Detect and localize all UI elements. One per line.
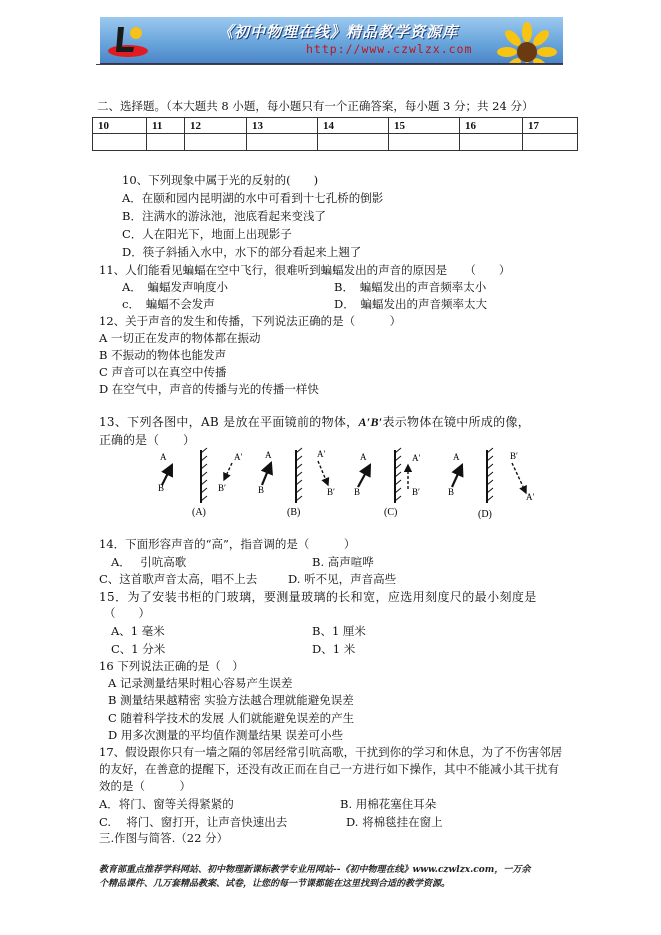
q11-option-b: B． 蝙蝠发出的声音频率太小: [334, 280, 487, 294]
q10-stem: 10、下列现象中属于光的反射的( ): [122, 173, 319, 187]
section-2-title: 二、选择题。（本大题共 8 小题，每小题只有一个正确答案，每小题 3 分；共 24 分）: [97, 99, 534, 113]
site-url[interactable]: http://www.czwlzx.com: [306, 42, 473, 56]
q14-option-d: D. 听不见，声音高些: [288, 572, 397, 586]
site-banner: [100, 17, 563, 64]
panel-a-label-b: B: [158, 483, 165, 493]
q13-image-symbol: A′B′: [358, 415, 383, 429]
answer-header-11: 11: [147, 118, 185, 134]
q11-stem: 11、人们能看见蝙蝠在空中飞行，很难听到蝙蝠发出的声音的原因是 （ ）: [99, 263, 511, 277]
panel-b-caption: (B): [287, 507, 301, 518]
mirror-figure: [150, 445, 535, 530]
q12-option-c: C 声音可以在真空中传播: [99, 365, 227, 379]
panel-c-label-bprime: B′: [412, 487, 420, 497]
panel-d-caption: (D): [478, 509, 492, 520]
answer-header-17: 17: [523, 118, 578, 134]
q17-stem-line3: 效的是（ ）: [99, 779, 191, 793]
q16-option-d: D 用多次测量的平均值作测量结果 误差可小些: [108, 728, 344, 742]
answer-header-15: 15: [389, 118, 460, 134]
q13-stem-part2: 表示物体在镜中所成的像，: [382, 415, 531, 429]
q15-stem-line2: （ ）: [104, 606, 150, 620]
q17-option-a: A．将门、窗等关得紧紧的: [99, 797, 234, 811]
answer-cell[interactable]: [523, 134, 578, 151]
answer-header-16: 16: [460, 118, 523, 134]
panel-b-label-bprime: B′: [327, 487, 335, 497]
panel-b-label-aprime: A′: [317, 449, 326, 459]
panel-d-label-b: B: [448, 487, 455, 497]
q15-option-d: D、1 米: [312, 642, 356, 656]
q15-option-c: C、1 分米: [111, 642, 166, 656]
q11-option-a: A． 蝙蝠发声响度小: [122, 280, 229, 294]
q15-option-b: B、1 厘米: [312, 624, 366, 638]
q12-option-b: B 不振动的物体也能发声: [99, 348, 227, 362]
panel-b-label-a: A: [265, 450, 272, 460]
panel-d-label-bprime: B′: [510, 451, 518, 461]
sunflower-icon: [497, 22, 557, 64]
figure-panel-a: [158, 448, 242, 518]
panel-a-label-a: A: [160, 452, 167, 462]
panel-c-label-b: B: [354, 487, 361, 497]
q10-option-b: B．注满水的游泳池，池底看起来变浅了: [122, 209, 326, 223]
answer-cell[interactable]: [460, 134, 523, 151]
q16-option-c: C 随着科学技术的发展 人们就能避免误差的产生: [108, 711, 355, 725]
answer-cell[interactable]: [185, 134, 247, 151]
answer-table-header-row: [93, 118, 578, 134]
answer-header-10: 10: [93, 118, 147, 134]
q14-option-c: C、这首歌声音太高，唱不上去: [99, 572, 258, 586]
q13-stem-line2: 正确的是（ ）: [99, 433, 196, 447]
q16-option-a: A 记录测量结果时粗心容易产生误差: [108, 676, 293, 690]
header-divider: [96, 64, 563, 65]
answer-cell[interactable]: [389, 134, 460, 151]
panel-d-label-aprime: A′: [526, 492, 535, 502]
answer-table: [92, 117, 578, 151]
q16-option-b: B 测量结果越精密 实验方法越合理就能避免误差: [108, 693, 354, 707]
answer-cell[interactable]: [318, 134, 389, 151]
q11-option-d: D． 蝙蝠发出的声音频率太大: [334, 297, 487, 311]
panel-c-label-aprime: A′: [412, 453, 421, 463]
site-title: 《初中物理在线》精品教学资源库: [218, 23, 459, 41]
q12-option-a: A 一切正在发声的物体都在振动: [99, 331, 261, 345]
answer-cell[interactable]: [147, 134, 185, 151]
q14-option-a: A． 引吭高歌: [111, 555, 187, 569]
answer-header-14: 14: [318, 118, 389, 134]
answer-cell[interactable]: [247, 134, 318, 151]
panel-c-label-a: A: [360, 452, 367, 462]
answer-header-12: 12: [185, 118, 247, 134]
q15-option-a: A、1 毫米: [111, 624, 165, 638]
q13-stem-part1: 13、下列各图中，AB 是放在平面镜前的物体，: [99, 415, 359, 429]
panel-b-label-b: B: [258, 485, 265, 495]
panel-c-caption: (C): [384, 507, 398, 518]
panel-d-label-a: A: [453, 452, 460, 462]
answer-table-blank-row: [93, 134, 578, 151]
q17-option-b: B. 用棉花塞住耳朵: [340, 797, 437, 811]
panel-a-label-aprime: A′: [234, 452, 243, 462]
q10-option-c: C．人在阳光下，地面上出现影子: [122, 227, 292, 241]
panel-a-label-bprime: B′: [218, 483, 226, 493]
section-3-title: 三.作图与简答.（22 分）: [99, 831, 229, 845]
q10-option-a: A．在颐和园内昆明湖的水中可看到十七孔桥的倒影: [122, 191, 384, 205]
q12-option-d: D 在空气中，声音的传播与光的传播一样快: [99, 382, 319, 396]
site-logo-icon: [104, 21, 152, 59]
q17-option-c: C. 将门、窗打开，让声音快速出去: [99, 815, 288, 829]
q11-option-c: c． 蝙蝠不会发声: [122, 297, 215, 311]
q16-stem: 16 下列说法正确的是（ ）: [99, 659, 244, 673]
q17-stem-line1: 17、假设跟你只有一墙之隔的邻居经常引吭高歌，干扰到你的学习和休息，为了不伤害邻居: [99, 745, 563, 759]
panel-a-caption: (A): [192, 507, 206, 518]
figure-panel-c: [354, 448, 420, 518]
answer-cell[interactable]: [93, 134, 147, 151]
q14-stem: 14．下面形容声音的“高”，指音调的是（ ）: [99, 537, 356, 551]
answer-header-13: 13: [247, 118, 318, 134]
q15-stem-line1: 15．为了安装书柜的门玻璃，要测量玻璃的长和宽，应选用刻度尺的最小刻度是: [99, 590, 537, 604]
q10-option-d: D．筷子斜插入水中，水下的部分看起来上翘了: [122, 245, 362, 259]
footer-line2: 个精品课件、几万套精品教案、试卷，让您的每一节课都能在这里找到合适的教学资源。: [99, 879, 451, 889]
q14-option-b: B. 高声喧哗: [312, 555, 374, 569]
footer-line1: 教育部重点推荐学科网站、初中物理新课标教学专业用网站--《初中物理在线》www.czwlzx.com，一万余: [99, 865, 531, 875]
q13-stem-line1: [99, 413, 530, 430]
q17-option-d: D. 将棉毯挂在窗上: [346, 815, 443, 829]
q12-stem: 12、关于声音的发生和传播，下列说法正确的是（ ）: [99, 314, 402, 328]
figure-panel-d: [448, 448, 534, 520]
figure-panel-b: [258, 448, 335, 518]
q17-stem-line2: 的友好，在善意的提醒下，还没有改正而在自己一方进行如下操作，其中不能减小其干扰有: [99, 762, 559, 776]
